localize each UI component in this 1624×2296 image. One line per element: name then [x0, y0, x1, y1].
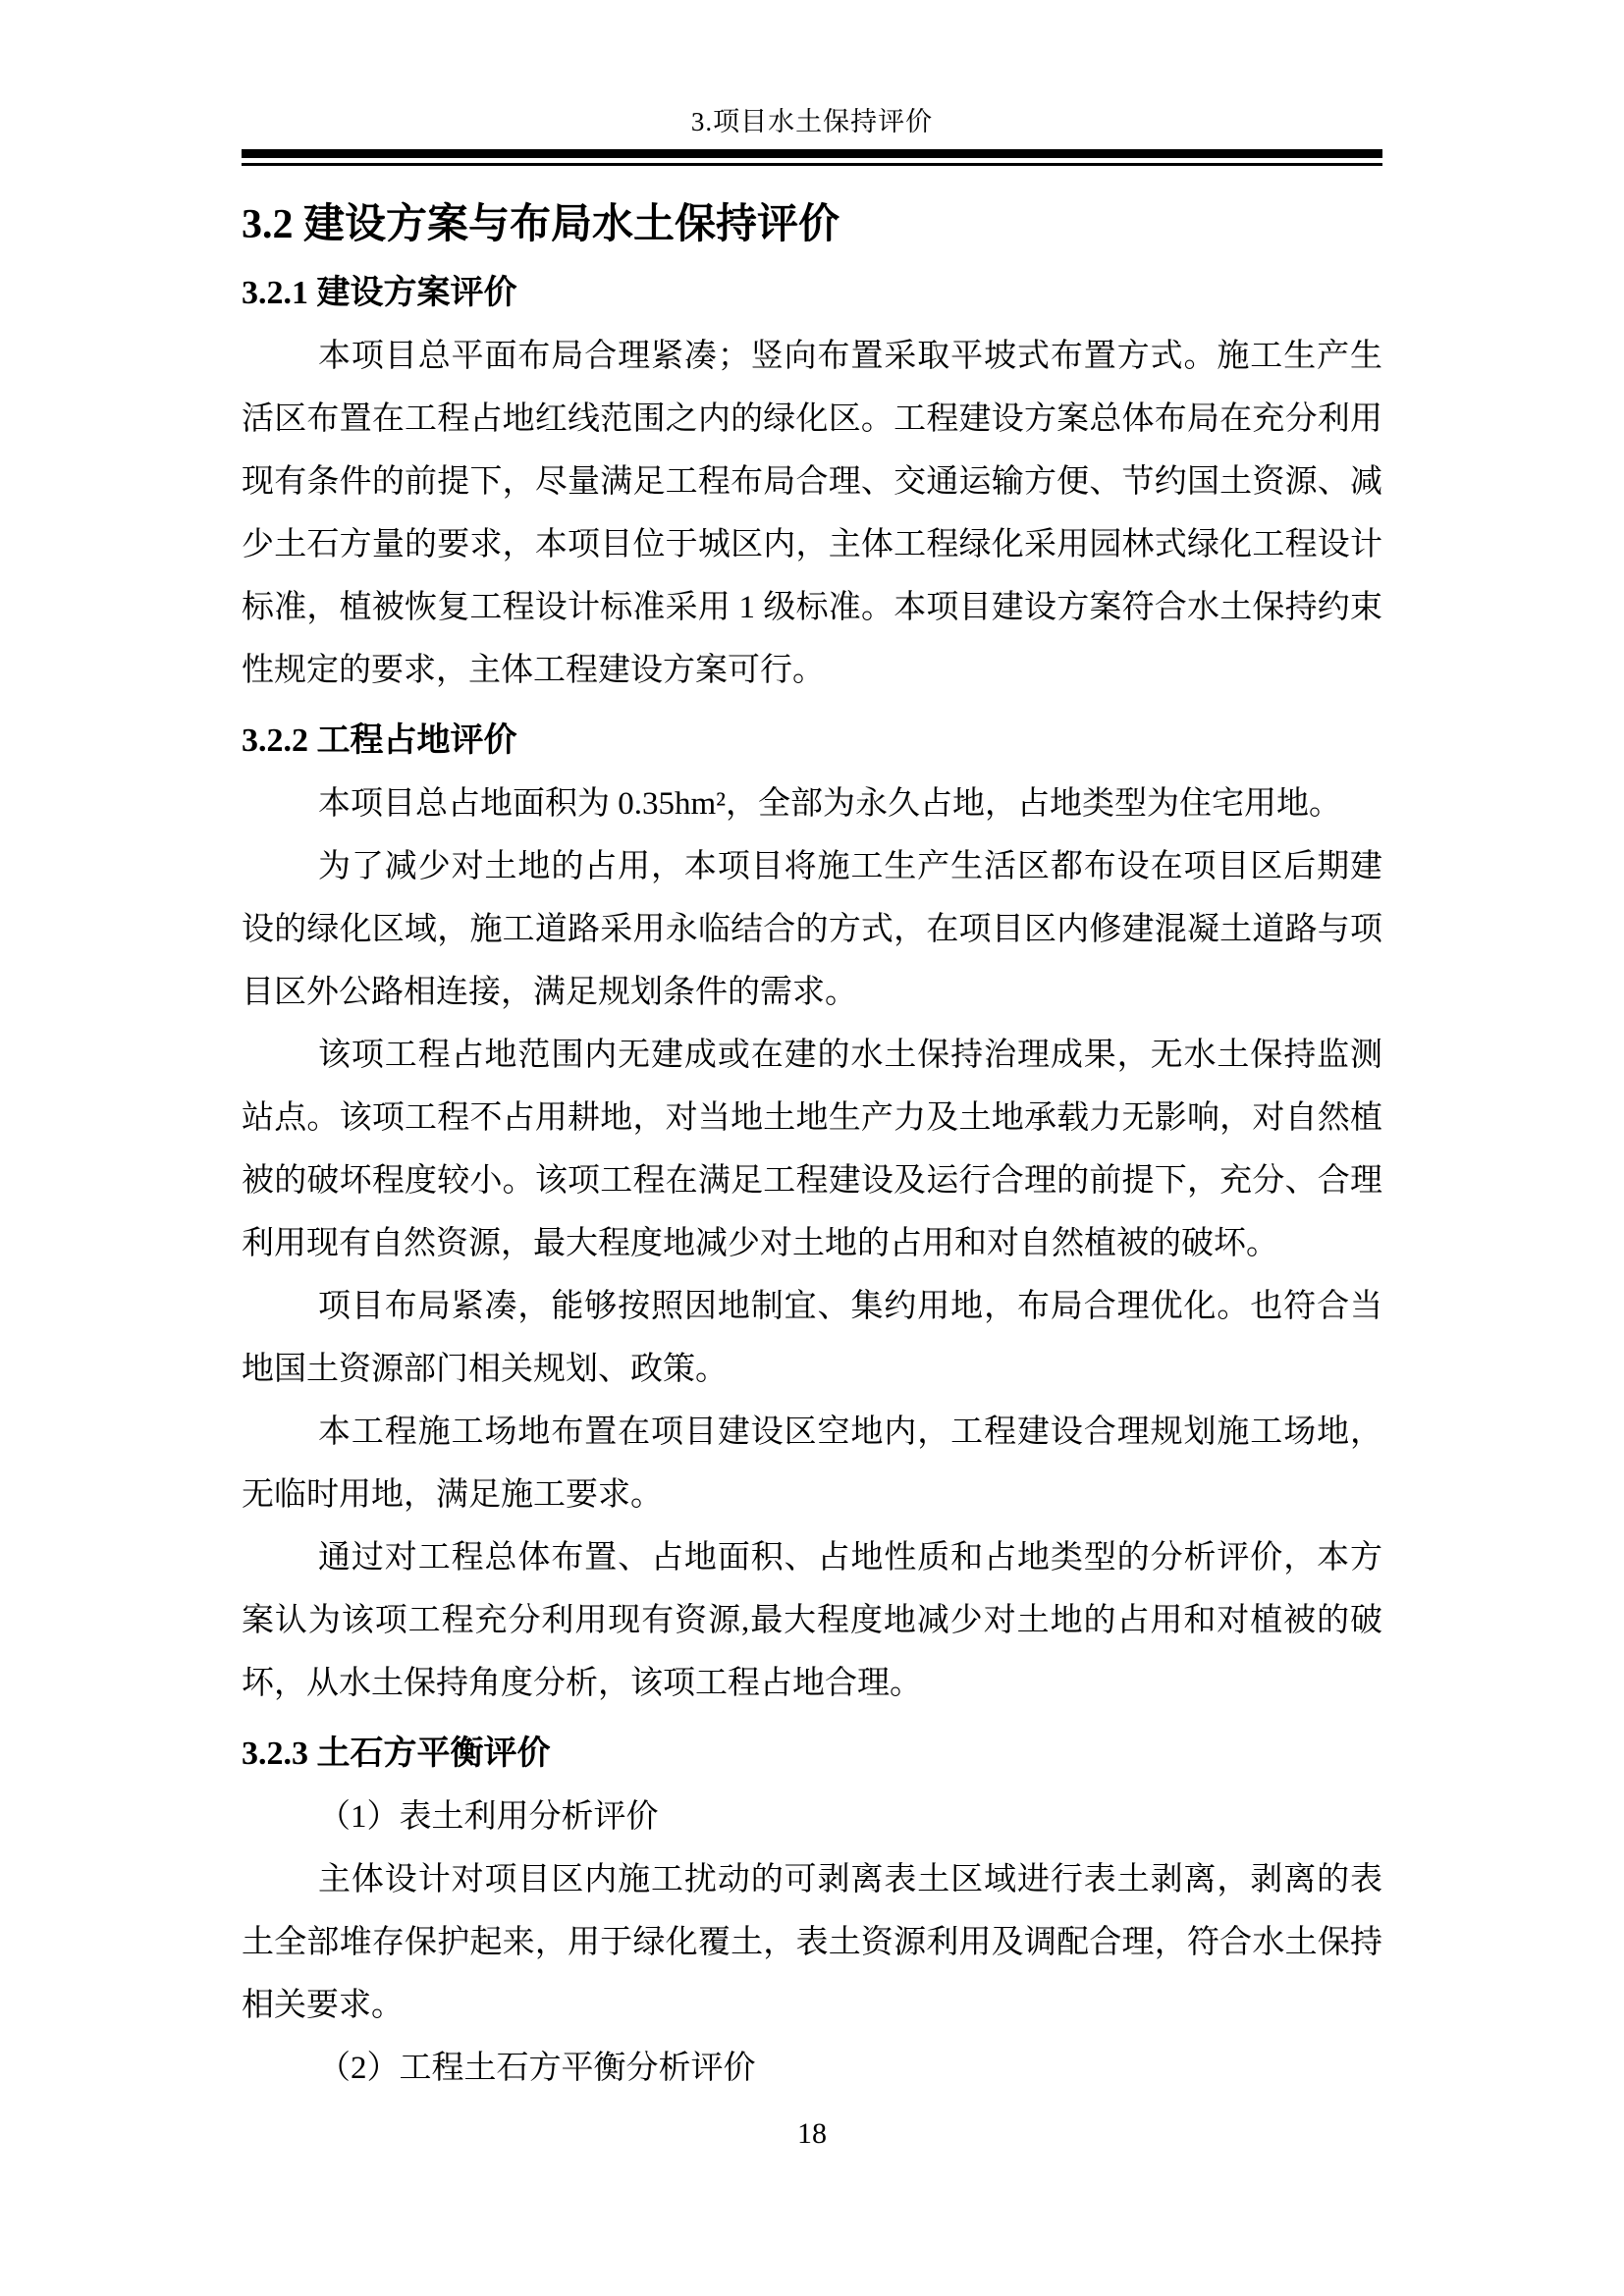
section-heading-3-2-1: 3.2.1 建设方案评价: [242, 275, 517, 311]
paragraph-compact-layout: 项目布局紧凑，能够按照因地制宜、集约用地，布局合理优化。也符合当地国土资源部门相关规划、政策。: [242, 1289, 1382, 1387]
running-header-title: 3.项目水土保持评价: [690, 107, 934, 136]
header-rule-thin: [242, 163, 1382, 166]
paragraph-topsoil-analysis: 主体设计对项目区内施工扰动的可剥离表土区域进行表土剥离，剥离的表土全部堆存保护起来，用于绿化覆土，表土资源利用及调配合理，符合水土保持相关要求。: [242, 1862, 1382, 2023]
section-heading-3-2-2: 3.2.2 工程占地评价: [242, 722, 517, 759]
paragraph-land-scope-impact: 该项工程占地范围内无建成或在建的水土保持治理成果，无水土保持监测站点。该项工程不占用耕地，对当地土地生产力及土地承载力无影响，对自然植被的破坏程度较小。该项工程在满足工程建设及运行合理的前提下，充分、合理利用现有自然资源，最大程度地减少对土地的占用和对自然植被的破坏。: [242, 1038, 1382, 1261]
page-number: 18: [797, 2117, 827, 2150]
paragraph-construction-site: 本工程施工场地布置在项目建设区空地内，工程建设合理规划施工场地，无临时用地，满足施工要求。: [242, 1415, 1382, 1513]
section-heading-3-2-3: 3.2.3 土石方平衡评价: [242, 1735, 551, 1772]
paragraph-topsoil-subtitle: （1）表土利用分析评价: [318, 1799, 659, 1835]
page-footer: [0, 2116, 1624, 2152]
page-header: [242, 0, 1382, 166]
paragraph-earthwork-subtitle: （2）工程土石方平衡分析评价: [318, 2051, 756, 2086]
section-heading-3-2: 3.2 建设方案与布局水土保持评价: [242, 202, 840, 247]
header-rule-thick: [242, 149, 1382, 158]
paragraph-land-use-reduction: 为了减少对土地的占用，本项目将施工生产生活区都布设在项目区后期建设的绿化区域，施工道路采用永临结合的方式，在项目区内修建混凝土道路与项目区外公路相连接，满足规划条件的需求。: [242, 849, 1382, 1010]
paragraph-construction-plan: 本项目总平面布局合理紧凑；竖向布置采取平坡式布置方式。施工生产生活区布置在工程占地红线范围之内的绿化区。工程建设方案总体布局在充分利用现有条件的前提下，尽量满足工程布局合理、交通运输方便、节约国土资源、减少土石方量的要求，本项目位于城区内，主体工程绿化采用园林式绿化工程设计标准，植被恢复工程设计标准采用 1 级标准。本项目建设方案符合水土保持约束性规定的要求，主体工程建设方案可行。: [242, 339, 1382, 688]
document-body: [242, 187, 1382, 2100]
paragraph-land-evaluation-conclusion: 通过对工程总体布置、占地面积、占地性质和占地类型的分析评价，本方案认为该项工程充分利用现有资源,最大程度地减少对土地的占用和对植被的破坏，从水土保持角度分析，该项工程占地合理。: [242, 1540, 1382, 1701]
paragraph-land-area: 本项目总占地面积为 0.35hm²，全部为永久占地，占地类型为住宅用地。: [318, 786, 1342, 822]
